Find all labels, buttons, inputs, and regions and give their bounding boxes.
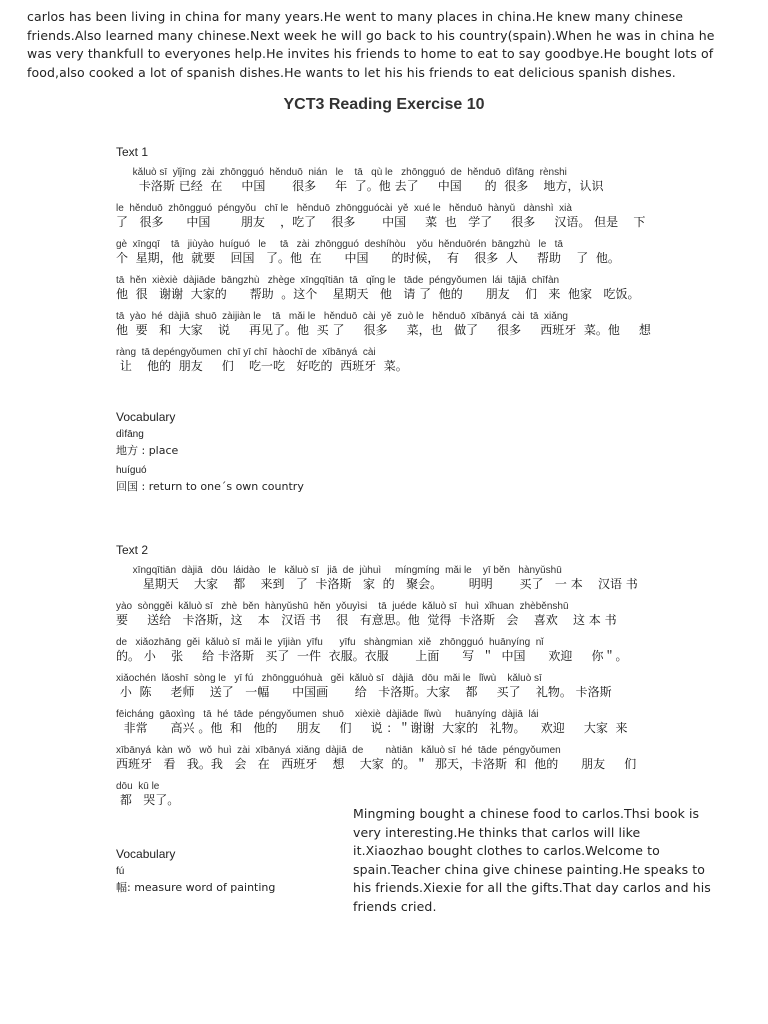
text2-row <box>116 636 656 665</box>
chinese-line: 了 很多 中国 朋友 ，吃了 很多 中国 菜 也 学了 很多 汉语。 但是 下 <box>116 215 646 229</box>
text2-row <box>116 744 656 773</box>
pinyin-line: fēicháng gāoxìng tā hé tāde péngyǒumen shuō xièxiè dàjiāde lǐwù huānyíng dàjiā lái <box>116 709 539 720</box>
vocab-word-definition: 地方 : place <box>116 444 179 457</box>
chinese-line: 让 他的 朋友 们 吃一吃 好吃的 西班牙 菜。 <box>116 359 408 373</box>
vocab-word-definition: 回国 : return to one´s own country <box>116 480 304 493</box>
pinyin-line: tā yào hé dàjiā shuō zàijiàn le tā mǎi le hěnduō cài yě zuò le hěnduō xībānyá cài tā xiǎng <box>116 311 568 322</box>
chinese-line: 都 哭了。 <box>116 793 180 807</box>
text2-row <box>116 708 656 737</box>
pinyin-line: xīngqītiān dàjiā dōu láidào le kǎluò sī jiā de jùhuì míngmíng mǎi le yī běn hànyǔshū <box>116 565 562 576</box>
chinese-line: 非常 高兴 。他 和 他的 朋友 们 说 ：＂谢谢 大家的 礼物。 欢迎 大家 来 <box>116 721 628 735</box>
pinyin-line: xībānyá kàn wǒ wǒ huì zài xībānyá xiǎng dàjiā de nàtiān kǎluò sī hé tāde péngyǒumen <box>116 745 561 756</box>
vocabulary-section-1 <box>116 409 304 500</box>
chinese-line: 个 星期，他 就要 回国 了。他 在 中国 的时候， 有 很多 人 帮助 了 他。 <box>116 251 620 265</box>
chinese-line: 卡洛斯 已经 在 中国 很多 年 了。他 去了 中国 的 很多 地方，认识 <box>116 179 604 193</box>
text1-row <box>116 274 656 303</box>
vocab-word-pinyin: fú <box>116 866 125 877</box>
pinyin-line: yào sònggěi kǎluò sī zhè běn hànyǔshū hěn yǒuyìsi tā juéde kǎluò sī huì xǐhuan zhèběnshū <box>116 601 569 612</box>
chinese-line: 西班牙 看 我。我 会 在 西班牙 想 大家 的。＂ 那天，卡洛斯 和 他的 朋友 们 <box>116 757 637 771</box>
text2-body <box>116 564 656 816</box>
vocabulary-heading: Vocabulary <box>116 847 176 861</box>
vocabulary-section-2 <box>116 846 275 901</box>
handwritten-translation-note: Mingming bought a chinese food to carlos.Thsi book is very interesting.He thinks that carlos will like it.Xiaozhao bought clothes to carlos.Welcome to spain.Teacher china give chinese painting.He speaks to his friends.Xiexie for all the gifts.That day carlos and his friends cried. <box>353 806 711 914</box>
vocab-word-pinyin: huíguó <box>116 465 147 476</box>
pinyin-line: xiǎochén lǎoshī sòng le yī fú zhōngguóhuà gěi kǎluò sī dàjiā dōu mǎi le lǐwù kǎluò sī <box>116 673 542 684</box>
pinyin-line: ràng tā depéngyǒumen chī yī chī hàochī de xībānyá cài <box>116 347 376 358</box>
pinyin-line: dōu kū le <box>116 781 160 792</box>
vocab-word-pinyin: dìfāng <box>116 429 144 440</box>
pinyin-line: kǎluò sī yǐjīng zài zhōngguó hěnduō nián le tā qù le zhōngguó de hěnduō dìfāng rènshi <box>116 167 567 178</box>
text2-row <box>116 672 656 701</box>
vocabulary-heading: Vocabulary <box>116 410 176 424</box>
chinese-line: 要 送给 卡洛斯，这 本 汉语 书 很 有意思。他 觉得 卡洛斯 会 喜欢 这 本 书 <box>116 613 617 627</box>
text1-row <box>116 202 656 231</box>
text2-row <box>116 600 656 629</box>
vocab-word-definition: 幅: measure word of painting <box>116 881 276 894</box>
chinese-line: 小 陈 老师 送了 一幅 中国画 给 卡洛斯。大家 都 买了 礼物。 卡洛斯 <box>116 685 612 699</box>
chinese-line: 他 要 和 大家 说 再见了。他 买 了 很多 菜，也 做了 很多 西班牙 菜。他 想 <box>116 323 651 337</box>
text1-body <box>116 166 656 382</box>
text1-row <box>116 166 656 195</box>
pinyin-line: tā hěn xièxiè dàjiāde bāngzhù zhège xīngqītiān tā qǐng le tāde péngyǒumen lái tājiā chīfàn <box>116 275 560 286</box>
chinese-line: 他 很 谢谢 大家的 帮助 。这个 星期天 他 请 了 他的 朋友 们 来 他家 吃饭。 <box>116 287 640 301</box>
pinyin-line: de xiǎozhāng gěi kǎluò sī mǎi le yījiàn yīfu yīfu shàngmian xiě zhōngguó huānyíng nǐ <box>116 637 544 648</box>
text1-row <box>116 346 656 375</box>
page-title: YCT3 Reading Exercise 10 <box>283 96 485 113</box>
text1-row <box>116 310 656 339</box>
text1-heading: Text 1 <box>116 145 149 159</box>
pinyin-line: gè xīngqī tā jiùyào huíguó le tā zài zhōngguó deshíhòu yǒu hěnduōrén bāngzhù le tā <box>116 239 563 250</box>
text1-row <box>116 238 656 267</box>
text2-row <box>116 564 656 593</box>
chinese-line: 星期天 大家 都 来到 了 卡洛斯 家 的 聚会。 明明 买了 一 本 汉语 书 <box>116 577 638 591</box>
pinyin-line: le hěnduō zhōngguó péngyǒu chī le hěnduō zhōngguócài yě xué le hěnduō hànyǔ dànshì xià <box>116 203 572 214</box>
handwritten-summary-note: carlos has been living in china for many years.He went to many places in china.He knew many chinese friends.Also learned many chinese.Next week he will go back to his country(spain).When he was in china he was very thankfull to everyones help.He invites his friends to home to eat to say goodbye.He bought lots of food,also cooked a lot of spanish dishes.He wants to let his his friends to eat delicious spanish dishes. <box>27 9 715 80</box>
text2-heading: Text 2 <box>116 543 149 557</box>
chinese-line: 的。 小 张 给 卡洛斯 买了 一件 衣服。衣服 上面 写 ＂ 中国 欢迎 你＂。 <box>116 649 628 663</box>
